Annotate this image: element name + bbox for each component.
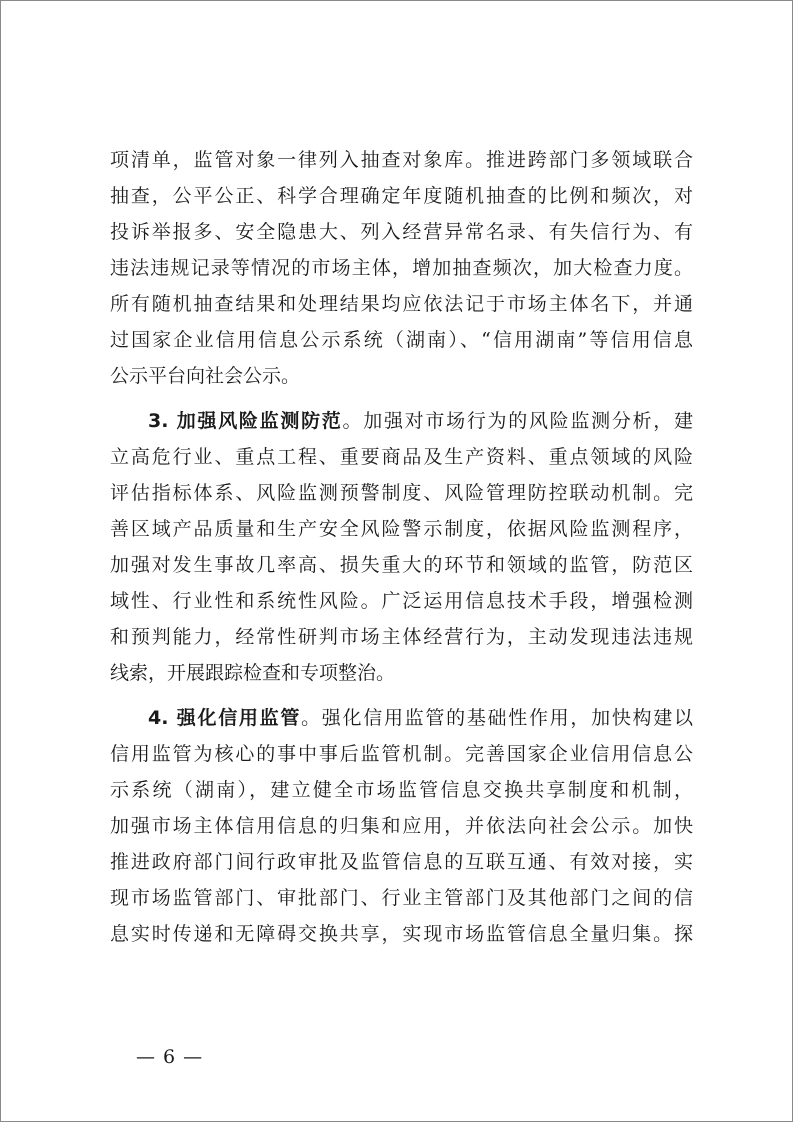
text-line: 示系统（湖南），建立健全市场监管信息交换共享制度和机制， [110, 779, 693, 801]
text-line [110, 700, 693, 736]
text-line: 项清单，监管对象一律列入抽查对象库。推进跨部门多领域联合 [110, 149, 693, 171]
paragraph-random-inspection [110, 142, 693, 394]
text-line: 善区域产品质量和生产安全风险警示制度，依据风险监测程序， [110, 518, 693, 540]
text-line: 评估指标体系、风险监测预警制度、风险管理防控联动机制。完 [110, 482, 693, 504]
page-number: — 6 — [136, 1046, 204, 1068]
paragraph-risk-monitoring [110, 403, 693, 691]
text-line: 息实时传递和无障碍交换共享，实现市场监管信息全量归集。探 [110, 923, 693, 945]
section-heading: 3. 加强风险监测防范 [148, 410, 343, 432]
text-line: 违法违规记录等情况的市场主体，增加抽查频次，加大检查力度。 [110, 257, 693, 279]
text-line: 加强对发生事故几率高、损失重大的环节和领域的监管，防范区 [110, 554, 693, 576]
text-line: 加强市场主体信用信息的归集和应用，并依法向社会公示。加快 [110, 815, 693, 837]
text-line: 线索，开展跟踪检查和专项整治。 [110, 662, 396, 684]
section-heading: 4. 强化信用监管 [148, 707, 302, 729]
text-line: 所有随机抽查结果和处理结果均应依法记于市场主体名下，并通 [110, 293, 693, 315]
text-line: 抽查，公平公正、科学合理确定年度随机抽查的比例和频次，对 [110, 185, 693, 207]
text-line: 域性、行业性和系统性风险。广泛运用信息技术手段，增强检测 [110, 590, 693, 612]
text-line: 投诉举报多、安全隐患大、列入经营异常名录、有失信行为、有 [110, 221, 693, 243]
document-body [110, 142, 693, 961]
text-run: 。强化信用监管的基础性作用，加快构建以 [301, 707, 693, 729]
text-line [110, 403, 693, 439]
text-line: 现市场监管部门、审批部门、行业主管部门及其他部门之间的信 [110, 887, 693, 909]
text-line: 公示平台向社会公示。 [110, 365, 301, 387]
paragraph-credit-supervision [110, 700, 693, 952]
text-line: 过国家企业信用信息公示系统（湖南）、“信用湖南”等信用信息 [110, 329, 693, 351]
text-line: 立高危行业、重点工程、重要商品及生产资料、重点领域的风险 [110, 446, 693, 468]
text-line: 推进政府部门间行政审批及监管信息的互联互通、有效对接，实 [110, 851, 693, 873]
text-run: 。加强对市场行为的风险监测分析，建 [342, 410, 693, 432]
text-line: 信用监管为核心的事中事后监管机制。完善国家企业信用信息公 [110, 743, 693, 765]
text-line: 和预判能力，经常性研判市场主体经营行为，主动发现违法违规 [110, 626, 693, 648]
